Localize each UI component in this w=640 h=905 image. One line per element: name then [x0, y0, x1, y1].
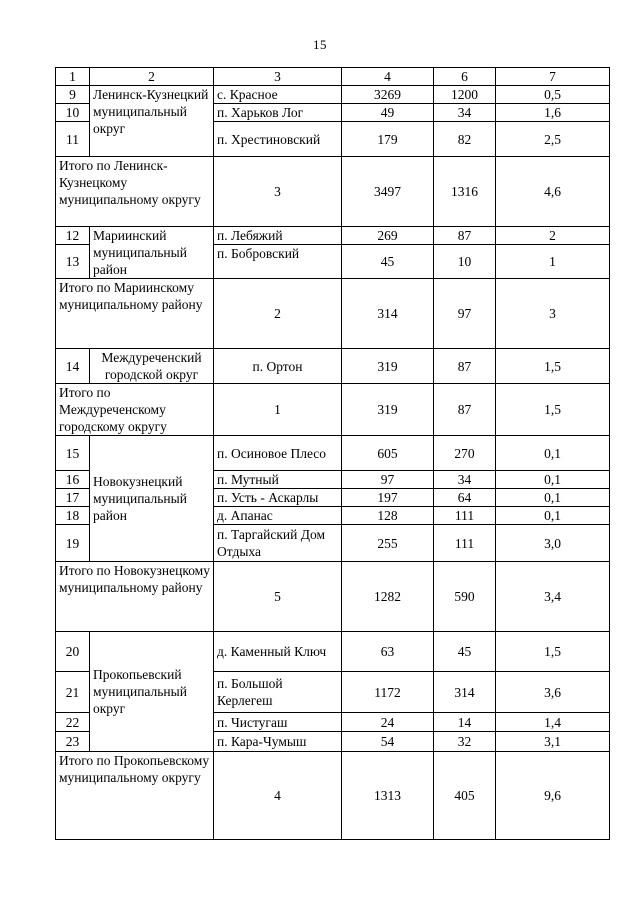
- settlement-name: п. Бобровский: [214, 245, 342, 279]
- value-col4: 49: [342, 104, 434, 122]
- value-col7: 2: [496, 227, 610, 245]
- header-cell: 2: [90, 68, 214, 86]
- value-col6: 1200: [434, 86, 496, 104]
- settlement-name: с. Красное: [214, 86, 342, 104]
- total-col3: 2: [214, 279, 342, 349]
- value-col4: 54: [342, 732, 434, 752]
- value-col7: 2,5: [496, 122, 610, 157]
- row-number: 17: [56, 489, 90, 507]
- value-col6: 111: [434, 507, 496, 525]
- value-col7: 1,4: [496, 713, 610, 732]
- total-label: Итого по Междуреченскому городскому округу: [56, 384, 214, 436]
- row-number: 13: [56, 245, 90, 279]
- page-number: 15: [313, 37, 327, 52]
- value-col4: 128: [342, 507, 434, 525]
- settlement-name: п. Таргайский Дом Отдыха: [214, 525, 342, 562]
- total-col7: 1,5: [496, 384, 610, 436]
- row-number: 10: [56, 104, 90, 122]
- header-cell: 1: [56, 68, 90, 86]
- settlement-name: п. Харьков Лог: [214, 104, 342, 122]
- total-row: [56, 384, 610, 436]
- total-label: Итого по Ленинск-Кузнецкому муниципальному округу: [56, 157, 214, 227]
- row-number: 14: [56, 349, 90, 384]
- row-number: 15: [56, 436, 90, 471]
- value-col4: 255: [342, 525, 434, 562]
- header-cell: 3: [214, 68, 342, 86]
- total-col6: 97: [434, 279, 496, 349]
- value-col4: 24: [342, 713, 434, 732]
- value-col6: 82: [434, 122, 496, 157]
- total-col6: 1316: [434, 157, 496, 227]
- value-col7: 1,5: [496, 349, 610, 384]
- header-row: [56, 68, 610, 86]
- total-col3: 4: [214, 752, 342, 840]
- value-col7: 0,5: [496, 86, 610, 104]
- row-number: 12: [56, 227, 90, 245]
- row-number: 20: [56, 632, 90, 672]
- district-name: Новокузнецкий муниципальный район: [90, 436, 214, 562]
- total-col4: 1313: [342, 752, 434, 840]
- total-col7: 3: [496, 279, 610, 349]
- value-col4: 179: [342, 122, 434, 157]
- header-cell: 7: [496, 68, 610, 86]
- settlement-name: п. Ортон: [214, 349, 342, 384]
- row-number: 18: [56, 507, 90, 525]
- district-name: Ленинск-Кузнецкий муниципальный округ: [90, 86, 214, 157]
- value-col4: 45: [342, 245, 434, 279]
- value-col4: 97: [342, 471, 434, 489]
- settlement-name: п. Мутный: [214, 471, 342, 489]
- total-label: Итого по Прокопьевскому муниципальному округу: [56, 752, 214, 840]
- row-number: 11: [56, 122, 90, 157]
- settlement-name: п. Усть - Аскарлы: [214, 489, 342, 507]
- value-col6: 32: [434, 732, 496, 752]
- row-number: 19: [56, 525, 90, 562]
- settlement-name: п. Большой Керлегеш: [214, 672, 342, 713]
- value-col6: 10: [434, 245, 496, 279]
- total-label: Итого по Новокузнецкому муниципальному району: [56, 562, 214, 632]
- table-row: [56, 436, 610, 471]
- value-col6: 14: [434, 713, 496, 732]
- total-col6: 405: [434, 752, 496, 840]
- header-cell: 6: [434, 68, 496, 86]
- value-col7: 3,6: [496, 672, 610, 713]
- total-col6: 590: [434, 562, 496, 632]
- total-col7: 3,4: [496, 562, 610, 632]
- value-col7: 0,1: [496, 507, 610, 525]
- value-col7: 1,5: [496, 632, 610, 672]
- value-col7: 1,6: [496, 104, 610, 122]
- value-col4: 63: [342, 632, 434, 672]
- row-number: 9: [56, 86, 90, 104]
- row-number: 23: [56, 732, 90, 752]
- value-col7: 3,1: [496, 732, 610, 752]
- value-col4: 605: [342, 436, 434, 471]
- value-col7: 0,1: [496, 436, 610, 471]
- district-name: Прокопьевский муниципальный округ: [90, 632, 214, 752]
- settlement-name: п. Чистугаш: [214, 713, 342, 732]
- value-col6: 64: [434, 489, 496, 507]
- value-col4: 269: [342, 227, 434, 245]
- settlements-table: [55, 67, 610, 840]
- value-col6: 87: [434, 227, 496, 245]
- table-row: [56, 227, 610, 245]
- total-col4: 1282: [342, 562, 434, 632]
- table-row: [56, 86, 610, 104]
- total-row: [56, 157, 610, 227]
- total-col7: 4,6: [496, 157, 610, 227]
- value-col7: 0,1: [496, 471, 610, 489]
- value-col4: 319: [342, 349, 434, 384]
- total-col3: 3: [214, 157, 342, 227]
- table-row: [56, 349, 610, 384]
- value-col6: 314: [434, 672, 496, 713]
- total-row: [56, 752, 610, 840]
- total-col6: 87: [434, 384, 496, 436]
- total-label: Итого по Мариинскому муниципальному району: [56, 279, 214, 349]
- total-col4: 3497: [342, 157, 434, 227]
- district-name: Междуреченский городской округ: [90, 349, 214, 384]
- value-col6: 87: [434, 349, 496, 384]
- value-col7: 1: [496, 245, 610, 279]
- row-number: 21: [56, 672, 90, 713]
- settlement-name: п. Осиновое Плесо: [214, 436, 342, 471]
- total-row: [56, 562, 610, 632]
- settlement-name: п. Лебяжий: [214, 227, 342, 245]
- row-number: 22: [56, 713, 90, 732]
- value-col6: 45: [434, 632, 496, 672]
- total-col3: 1: [214, 384, 342, 436]
- total-row: [56, 279, 610, 349]
- table-row: [56, 632, 610, 672]
- settlement-name: д. Апанас: [214, 507, 342, 525]
- value-col4: 3269: [342, 86, 434, 104]
- settlement-name: п. Хрестиновский: [214, 122, 342, 157]
- total-col7: 9,6: [496, 752, 610, 840]
- value-col6: 34: [434, 471, 496, 489]
- district-name: Мариинский муниципальный район: [90, 227, 214, 279]
- value-col6: 34: [434, 104, 496, 122]
- total-col3: 5: [214, 562, 342, 632]
- value-col6: 111: [434, 525, 496, 562]
- row-number: 16: [56, 471, 90, 489]
- value-col4: 1172: [342, 672, 434, 713]
- total-col4: 314: [342, 279, 434, 349]
- value-col7: 0,1: [496, 489, 610, 507]
- value-col4: 197: [342, 489, 434, 507]
- value-col6: 270: [434, 436, 496, 471]
- total-col4: 319: [342, 384, 434, 436]
- value-col7: 3,0: [496, 525, 610, 562]
- header-cell: 4: [342, 68, 434, 86]
- settlement-name: д. Каменный Ключ: [214, 632, 342, 672]
- settlement-name: п. Кара-Чумыш: [214, 732, 342, 752]
